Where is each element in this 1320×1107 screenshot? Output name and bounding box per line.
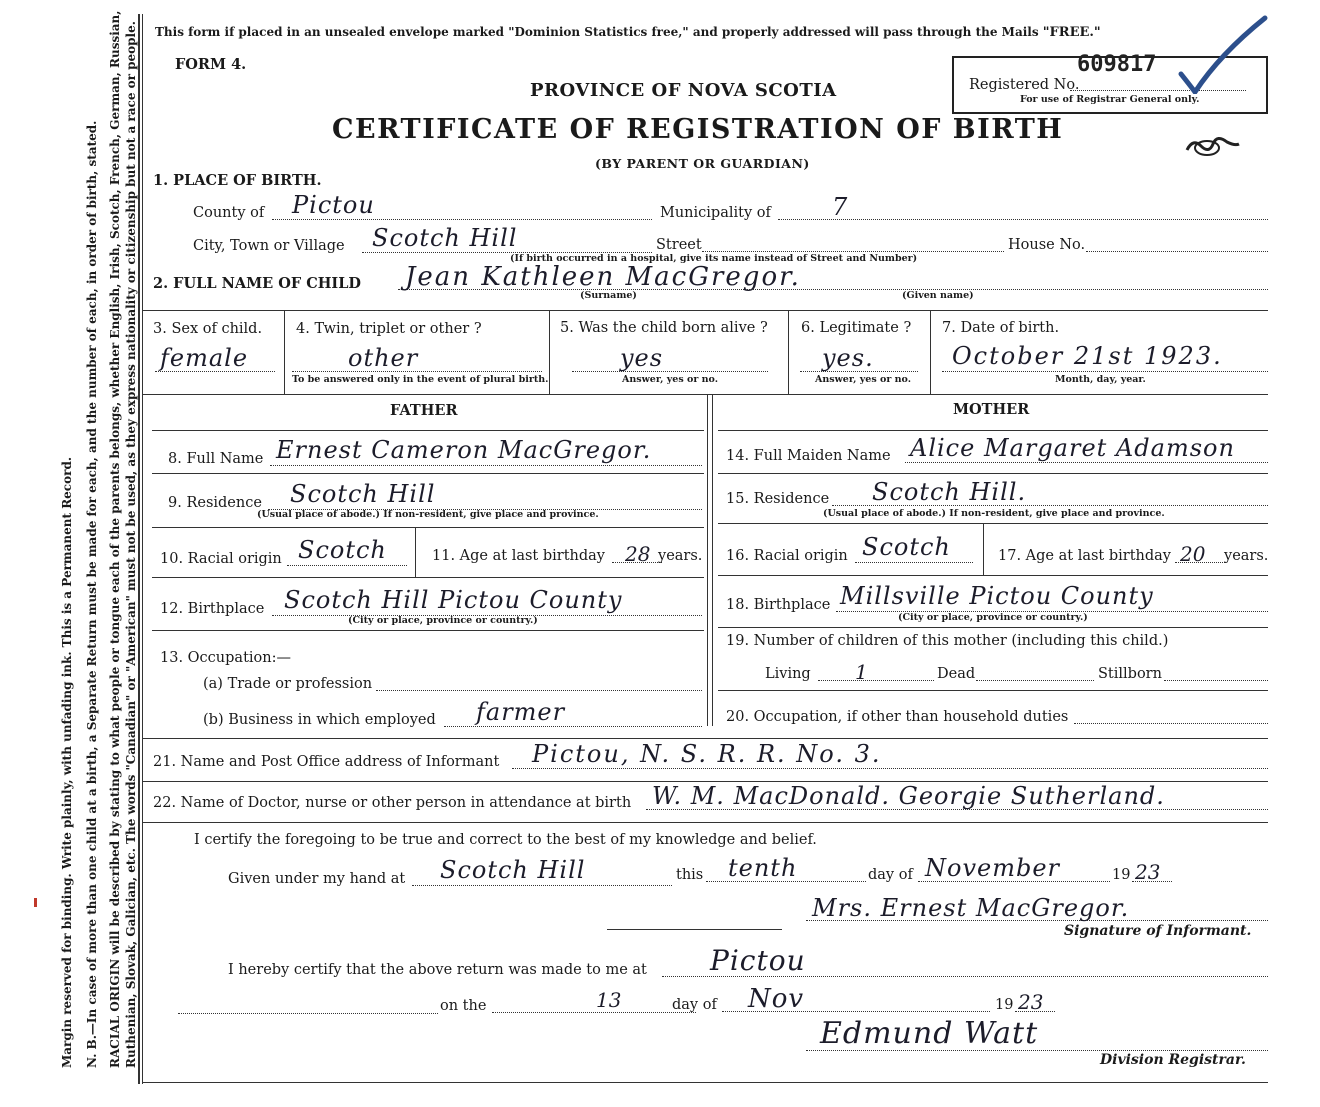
reg-day-of-label: day of: [672, 997, 717, 1013]
province-heading: PROVINCE OF NOVA SCOTIA: [530, 80, 837, 101]
child-name-label: 2. FULL NAME OF CHILD: [153, 275, 361, 292]
mother-age-value: 20: [1180, 542, 1206, 566]
twin-value: other: [348, 344, 419, 372]
living-value: 1: [855, 660, 868, 684]
certificate-title: CERTIFICATE OF REGISTRATION OF BIRTH: [332, 114, 1064, 145]
form-number: FORM 4.: [175, 56, 247, 73]
mother-racial-label: 16. Racial origin: [726, 548, 848, 564]
on-the-label: on the: [440, 998, 487, 1014]
registration-month-value: Nov: [748, 984, 805, 1014]
dead-label: Dead: [937, 666, 976, 682]
registration-day-value: 13: [596, 988, 622, 1012]
father-birthplace-label: 12. Birthplace: [160, 601, 265, 617]
year-suffix: 23: [1135, 860, 1161, 884]
father-name-value: Ernest Cameron MacGregor.: [276, 436, 652, 464]
year-prefix: 19: [1112, 867, 1131, 883]
mother-racial-value: Scotch: [862, 533, 951, 561]
street-label: Street: [656, 237, 702, 253]
father-trade-label: (a) Trade or profession: [203, 676, 373, 692]
born-alive-value: yes: [620, 344, 664, 372]
given-place-value: Scotch Hill: [440, 856, 586, 884]
certificate-subtitle: (BY PARENT OR GUARDIAN): [595, 156, 810, 171]
side-note-margin: Margin reserved for binding. Write plainly, with unfading ink. This is a Permanent Record.: [60, 456, 74, 1068]
stillborn-label: Stillborn: [1098, 666, 1162, 682]
mother-birthplace-label: 18. Birthplace: [726, 597, 831, 613]
informant-label: 21. Name and Post Office address of Informant: [153, 754, 500, 770]
legitimate-value: yes.: [822, 344, 874, 372]
father-residence-note: (Usual place of abode.) If non-resident, give place and province.: [257, 509, 599, 520]
doctor-label: 22. Name of Doctor, nurse or other person in attendance at birth: [153, 795, 632, 811]
given-name-note: (Given name): [902, 290, 974, 301]
father-business-label: (b) Business in which employed: [203, 712, 436, 728]
mother-heading: MOTHER: [953, 401, 1030, 418]
informant-value: Pictou, N. S. R. R. No. 3.: [532, 740, 882, 768]
father-name-label: 8. Full Name: [168, 451, 264, 467]
place-of-birth-heading: 1. PLACE OF BIRTH.: [153, 172, 322, 189]
city-label: City, Town or Village: [193, 238, 345, 254]
legitimate-note: Answer, yes or no.: [815, 374, 912, 385]
living-label: Living: [765, 666, 811, 682]
father-residence-value: Scotch Hill: [290, 480, 436, 508]
house-number-label: House No.: [1008, 237, 1086, 253]
father-years-label: years.: [658, 548, 703, 564]
registered-number: 609817: [1077, 52, 1157, 77]
date-of-birth-value: October 21st 1923.: [952, 342, 1223, 370]
rule-parents-top: [143, 394, 1268, 395]
signature-of-informant-label: Signature of Informant.: [1064, 923, 1252, 939]
mother-name-value: Alice Margaret Adamson: [910, 434, 1235, 462]
city-value: Scotch Hill: [372, 224, 518, 252]
father-heading: FATHER: [390, 402, 458, 419]
father-business-value: farmer: [476, 698, 566, 726]
mother-residence-note: (Usual place of abode.) If non-resident, give place and province.: [823, 508, 1165, 519]
blue-check-mark-icon: [1175, 14, 1270, 94]
rule-top-grid: [143, 310, 1268, 311]
mother-residence-label: 15. Residence: [726, 491, 830, 507]
reg-year-prefix: 19: [995, 997, 1014, 1013]
side-note-racial-origin-1: RACIAL ORIGIN will be described by stating to what people or tongue each of the parents belongs, whether English, Irish, Scotch, French, German, Russian,: [108, 10, 122, 1068]
municipality-value: 7: [832, 193, 849, 221]
county-label: County of: [193, 205, 265, 221]
mother-age-label: 17. Age at last birthday: [998, 548, 1171, 564]
father-age-value: 28: [625, 542, 651, 566]
father-residence-label: 9. Residence: [168, 495, 262, 511]
registrar-note: For use of Registrar General only.: [1020, 94, 1200, 105]
mother-children-label: 19. Number of children of this mother (including this child.): [726, 633, 1169, 649]
certify-statement: I certify the foregoing to be true and correct to the best of my knowledge and belief.: [194, 832, 817, 848]
given-day-value: tenth: [728, 854, 798, 882]
date-of-birth-label: 7. Date of birth.: [942, 320, 1060, 336]
mother-birthplace-note: (City or place, province or country.): [898, 612, 1088, 623]
mother-occupation-label: 20. Occupation, if other than household duties: [726, 709, 1069, 725]
mother-residence-value: Scotch Hill.: [872, 478, 1027, 506]
father-racial-label: 10. Racial origin: [160, 551, 282, 567]
father-age-label: 11. Age at last birthday: [432, 548, 605, 564]
legitimate-label: 6. Legitimate ?: [801, 320, 912, 336]
mother-years-label: years.: [1224, 548, 1269, 564]
sex-label: 3. Sex of child.: [153, 321, 263, 337]
left-border-inner: [142, 14, 143, 1084]
given-under-label: Given under my hand at: [228, 871, 406, 887]
municipality-label: Municipality of: [660, 205, 771, 221]
side-note-multiple-births: N. B.—In case of more than one child at a birth, a Separate Return must be made for each, and the number of each, in order of birth, stated.: [85, 120, 99, 1068]
rule-informant-top: [143, 738, 1268, 739]
born-alive-note: Answer, yes or no.: [622, 374, 719, 385]
left-border-outer: [138, 14, 140, 1084]
born-alive-label: 5. Was the child born alive ?: [560, 320, 768, 336]
twin-label: 4. Twin, triplet or other ?: [296, 321, 482, 337]
county-value: Pictou: [292, 191, 375, 219]
father-occupation-label: 13. Occupation:—: [160, 650, 291, 666]
registrar-certify-label: I hereby certify that the above return was made to me at: [228, 962, 647, 978]
hospital-note: (If birth occurred in a hospital, give its name instead of Street and Number): [510, 253, 918, 264]
given-month-value: November: [925, 854, 1061, 882]
informant-signature: Mrs. Ernest MacGregor.: [812, 894, 1130, 922]
father-birthplace-value: Scotch Hill Pictou County: [284, 586, 623, 614]
mail-notice: This form if placed in an unsealed envelope marked "Dominion Statistics free," and properly addressed will pass through the Mails "FREE.": [155, 25, 1101, 40]
registered-label: Registered No.: [969, 77, 1080, 93]
red-margin-mark: [34, 898, 37, 907]
surname-note: (Surname): [580, 290, 637, 301]
sex-value: female: [160, 344, 249, 372]
father-racial-value: Scotch: [298, 536, 387, 564]
side-note-racial-origin-2: Ruthenian, Slovak, Galician, etc. The words "Canadian" or "American" must not be used, as they express nationality or citizenship but not a race or people.: [124, 21, 138, 1068]
date-of-birth-note: Month, day, year.: [1055, 374, 1146, 385]
twin-note: To be answered only in the event of plural birth.: [292, 374, 549, 385]
reg-year-suffix: 23: [1018, 990, 1044, 1014]
father-birthplace-note: (City or place, province or country.): [348, 615, 538, 626]
ink-scribble-icon: [1183, 132, 1243, 162]
mother-birthplace-value: Millsville Pictou County: [840, 582, 1154, 610]
doctor-value: W. M. MacDonald. Georgie Sutherland.: [652, 782, 1165, 810]
mother-name-label: 14. Full Maiden Name: [726, 448, 891, 464]
day-of-label: day of: [868, 867, 913, 883]
this-label: this: [676, 867, 704, 883]
rule-bottom: [143, 1082, 1268, 1083]
registrar-place-value: Pictou: [710, 944, 806, 977]
registrar-signature: Edmund Watt: [820, 1016, 1039, 1051]
division-registrar-label: Division Registrar.: [1100, 1052, 1246, 1068]
child-name-value: Jean Kathleen MacGregor.: [405, 262, 801, 292]
